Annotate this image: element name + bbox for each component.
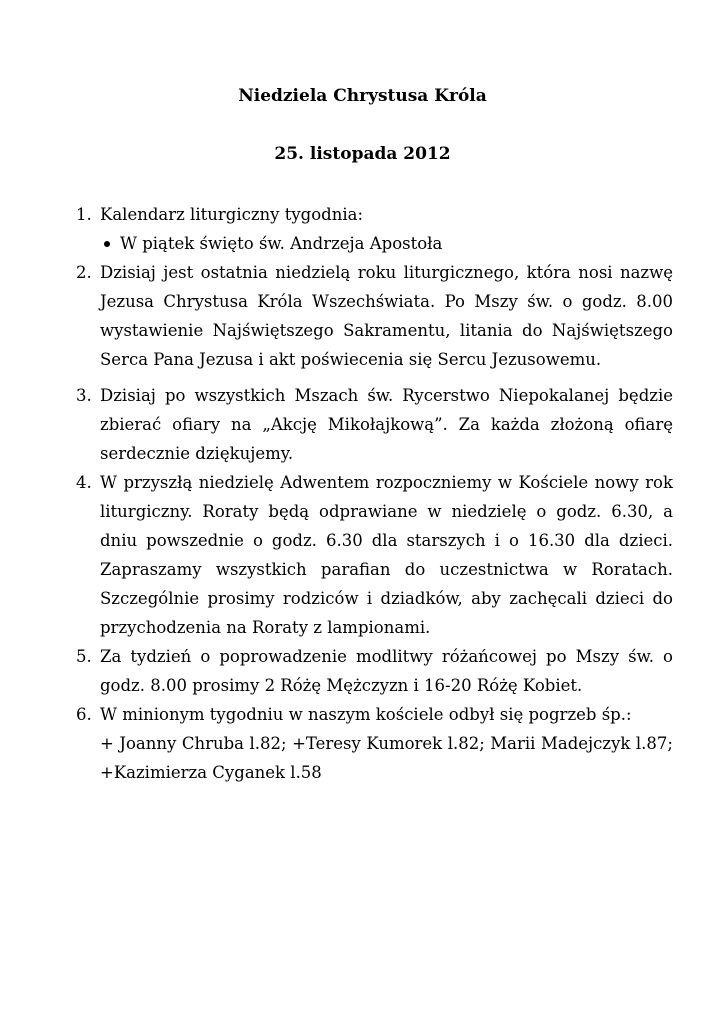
bullet-text: W piątek święto św. Andrzeja Apostoła <box>120 234 443 253</box>
item-number: 1. <box>76 205 92 224</box>
list-item <box>0 700 725 787</box>
list-item <box>0 468 725 642</box>
list-item <box>0 200 725 258</box>
item-number: 3. <box>76 386 92 405</box>
list-item <box>0 642 725 700</box>
item-number: 2. <box>76 263 92 282</box>
announcements-list <box>0 200 725 787</box>
item-number: 4. <box>76 473 92 492</box>
item-number: 5. <box>76 647 92 666</box>
page-title: Niedziela Chrystusa Króla <box>238 86 487 106</box>
list-item <box>0 381 725 468</box>
page-date: 25. listopada 2012 <box>274 144 451 164</box>
item-text: Dzisiaj po wszystkich Mszach św. Rycerstwo Niepokalanej będzie zbierać ofiary na „Akcję Mikołajkową”. Za każda złożoną ofiarę serdecznie dziękujemy. <box>100 386 673 463</box>
item-text: Dzisiaj jest ostatnia niedzielą roku liturgicznego, która nosi nazwę Jezusa Chrystusa Króla Wszechświata. Po Mszy św. o godz. 8.00 wystawienie Najświętszego Sakramentu, litania do Najświętszego Serca Pana Jezusa i akt poświecenia się Sercu Jezusowemu. <box>100 263 673 369</box>
list-item <box>0 258 725 374</box>
item-number: 6. <box>76 705 92 724</box>
item-text: Za tydzień o poprowadzenie modlitwy różańcowej po Mszy św. o godz. 8.00 prosimy 2 Różę Mężczyzn i 16-20 Różę Kobiet. <box>100 647 673 695</box>
item-text: W przyszłą niedzielę Adwentem rozpoczniemy w Kościele nowy rok liturgiczny. Roraty będą odprawiane w niedzielę o godz. 6.30, a dniu powszednie o godz. 6.30 dla starszych i o 16.30 dla dzieci. Zapraszamy wszystkich parafian do uczestnictwa w Roratach. Szczególnie prosimy rodziców i dziadków, aby zachęcali dzieci do przychodzenia na Roraty z lampionami. <box>100 473 673 637</box>
bullet-icon <box>104 241 110 247</box>
item-text: Kalendarz liturgiczny tygodnia: <box>100 205 364 224</box>
item-text: W minionym tygodniu w naszym kościele odbył się pogrzeb śp.: <box>100 705 632 724</box>
bullet-item <box>100 229 673 258</box>
item-continuation: + Joanny Chruba l.82; +Teresy Kumorek l.82; Marii Madejczyk l.87; +Kazimierza Cyganek l.58 <box>100 734 673 782</box>
